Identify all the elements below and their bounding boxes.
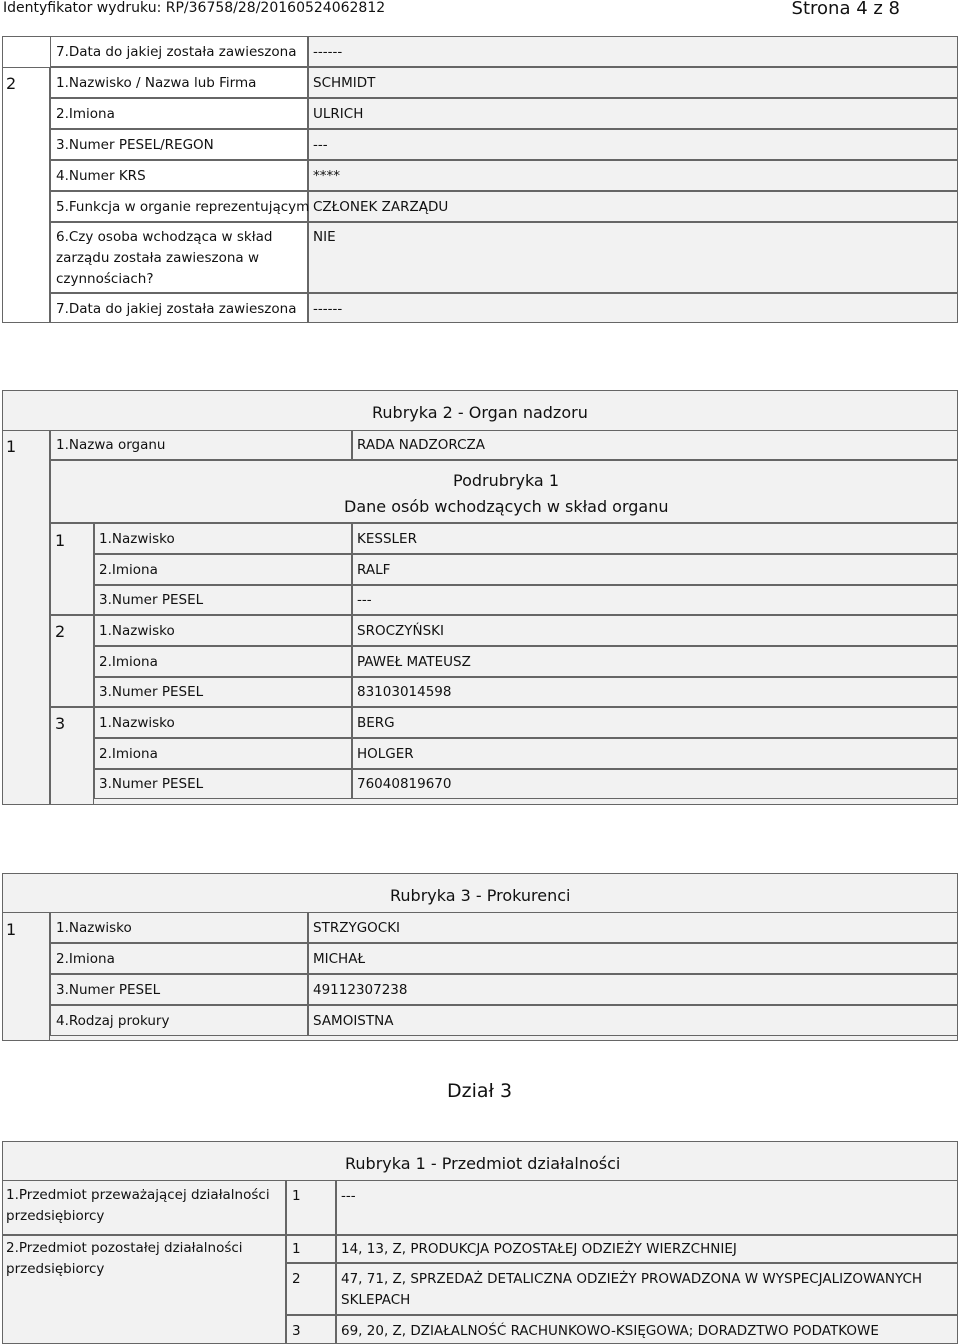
- r0-date-value: ------: [313, 44, 343, 60]
- organ-number-cell: [2, 430, 50, 805]
- other-activity-1-value: 14, 13, Z, PRODUKCJA POZOSTAŁEJ ODZIEŻY WIERZCHNIEJ: [341, 1241, 737, 1257]
- date-value: ------: [313, 301, 343, 317]
- member-3-pesel-label: 3.Numer PESEL: [99, 776, 204, 792]
- member-2-surname-value: SROCZYŃSKI: [357, 623, 444, 639]
- member-3-surname-value: BERG: [357, 715, 395, 731]
- names-value: ULRICH: [313, 106, 364, 122]
- other-activity-3-value: 69, 20, Z, DZIAŁALNOŚĆ RACHUNKOWO-KSIĘGOWA; DORADZTWO PODATKOWE: [341, 1323, 879, 1339]
- proxy-names-value: MICHAŁ: [313, 951, 366, 967]
- subsection-subtitle: Dane osób wchodzących w skład organu: [344, 497, 669, 516]
- surname-value-cell: [308, 67, 958, 98]
- date-label: 7.Data do jakiej została zawieszona: [56, 301, 297, 317]
- supervisory-title: Rubryka 2 - Organ nadzoru: [372, 403, 588, 422]
- names-value-cell: [308, 98, 958, 129]
- organ-number: 1: [6, 437, 17, 456]
- surname-value: SCHMIDT: [313, 75, 376, 91]
- member-2-surname-label: 1.Nazwisko: [99, 623, 175, 639]
- member-1-surname-value-cell: [352, 523, 958, 554]
- member-2-names-value: PAWEŁ MATEUSZ: [357, 654, 471, 670]
- member-1-pesel-value: ---: [357, 592, 372, 608]
- other-activity-2-value: 47, 71, Z, SPRZEDAŻ DETALICZNA ODZIEŻY PROWADZONA W WYSPECJALIZOWANYCH SKLEPACH: [341, 1271, 923, 1308]
- member-3-number: 3: [55, 714, 66, 733]
- member-1-number: 1: [55, 531, 66, 550]
- other-activity-1-number: 1: [292, 1241, 301, 1257]
- main-activity-number: 1: [292, 1188, 301, 1204]
- suspended-label: 6.Czy osoba wchodząca w skład zarządu została zawieszona w czynnościach?: [56, 229, 273, 287]
- member-1-names-value: RALF: [357, 562, 391, 578]
- proxy-pesel-label: 3.Numer PESEL: [56, 982, 161, 998]
- member-3-pesel-value: 76040819670: [357, 776, 452, 792]
- member-2-names-label: 2.Imiona: [99, 654, 158, 670]
- krs-value-cell: [308, 160, 958, 191]
- member-3-names-label: 2.Imiona: [99, 746, 158, 762]
- pesel-value-cell: [308, 129, 958, 160]
- pesel-label: 3.Numer PESEL/REGON: [56, 137, 214, 153]
- member-3-names-value: HOLGER: [357, 746, 414, 762]
- krs-value: ****: [313, 168, 340, 184]
- proxy-names-value-cell: [308, 943, 958, 974]
- krs-label: 4.Numer KRS: [56, 168, 146, 184]
- member-2-pesel-value: 83103014598: [357, 684, 452, 700]
- organ-value: RADA NADZORCZA: [357, 437, 485, 453]
- person-number-cell: [2, 67, 50, 323]
- proxy-surname-value-cell: [308, 912, 958, 943]
- other-activity-label: 2.Przedmiot pozostałej działalności przedsiębiorcy: [6, 1240, 243, 1277]
- main-activity-label: 1.Przedmiot przeważającej działalności przedsiębiorcy: [6, 1187, 270, 1224]
- member-3-surname-label: 1.Nazwisko: [99, 715, 175, 731]
- page-number: Strona 4 z 8: [791, 0, 900, 19]
- subsection-title: Podrubryka 1: [453, 471, 559, 490]
- member-1-pesel-value-cell: [352, 585, 958, 615]
- function-label: 5.Funkcja w organie reprezentującym: [56, 199, 310, 215]
- member-2-number: 2: [55, 622, 66, 641]
- proxy-kind-label: 4.Rodzaj prokury: [56, 1013, 170, 1029]
- main-activity-value: ---: [341, 1188, 356, 1204]
- member-1-pesel-label: 3.Numer PESEL: [99, 592, 204, 608]
- proxy-kind-value: SAMOISTNA: [313, 1013, 394, 1029]
- proxy-surname-label: 1.Nazwisko: [56, 920, 132, 936]
- proxy-pesel-value: 49112307238: [313, 982, 408, 998]
- surname-label: 1.Nazwisko / Nazwa lub Firma: [56, 75, 257, 91]
- r0-date-label: 7.Data do jakiej została zawieszona: [56, 44, 297, 60]
- pesel-value: ---: [313, 137, 328, 153]
- section-title: Dział 3: [447, 1080, 513, 1102]
- activity-title: Rubryka 1 - Przedmiot działalności: [345, 1154, 621, 1173]
- suspended-value: NIE: [313, 229, 336, 245]
- proxies-title: Rubryka 3 - Prokurenci: [390, 886, 571, 905]
- print-identifier: Identyfikator wydruku: RP/36758/28/20160524062812: [3, 0, 386, 16]
- member-1-names-label: 2.Imiona: [99, 562, 158, 578]
- main-activity-value-cell: [336, 1180, 958, 1235]
- function-value: CZŁONEK ZARZĄDU: [313, 199, 449, 215]
- proxy-kind-value-cell: [308, 1005, 958, 1036]
- r0-value-cell: [308, 36, 958, 67]
- organ-label: 1.Nazwa organu: [56, 437, 166, 453]
- member-1-surname-value: KESSLER: [357, 531, 417, 547]
- suspended-value-cell: [308, 222, 958, 293]
- member-3-surname-value-cell: [352, 707, 958, 738]
- member-2-pesel-label: 3.Numer PESEL: [99, 684, 204, 700]
- proxy-surname-value: STRZYGOCKI: [313, 920, 401, 936]
- member-1-names-value-cell: [352, 554, 958, 585]
- other-activity-3-number: 3: [292, 1323, 301, 1339]
- member-3-names-value-cell: [352, 738, 958, 769]
- proxy-names-label: 2.Imiona: [56, 951, 115, 967]
- other-activity-2-number: 2: [292, 1271, 301, 1287]
- date-value-cell: [308, 293, 958, 323]
- names-label: 2.Imiona: [56, 106, 115, 122]
- person-number: 2: [6, 74, 17, 93]
- member-1-surname-label: 1.Nazwisko: [99, 531, 175, 547]
- proxy-number: 1: [6, 920, 17, 939]
